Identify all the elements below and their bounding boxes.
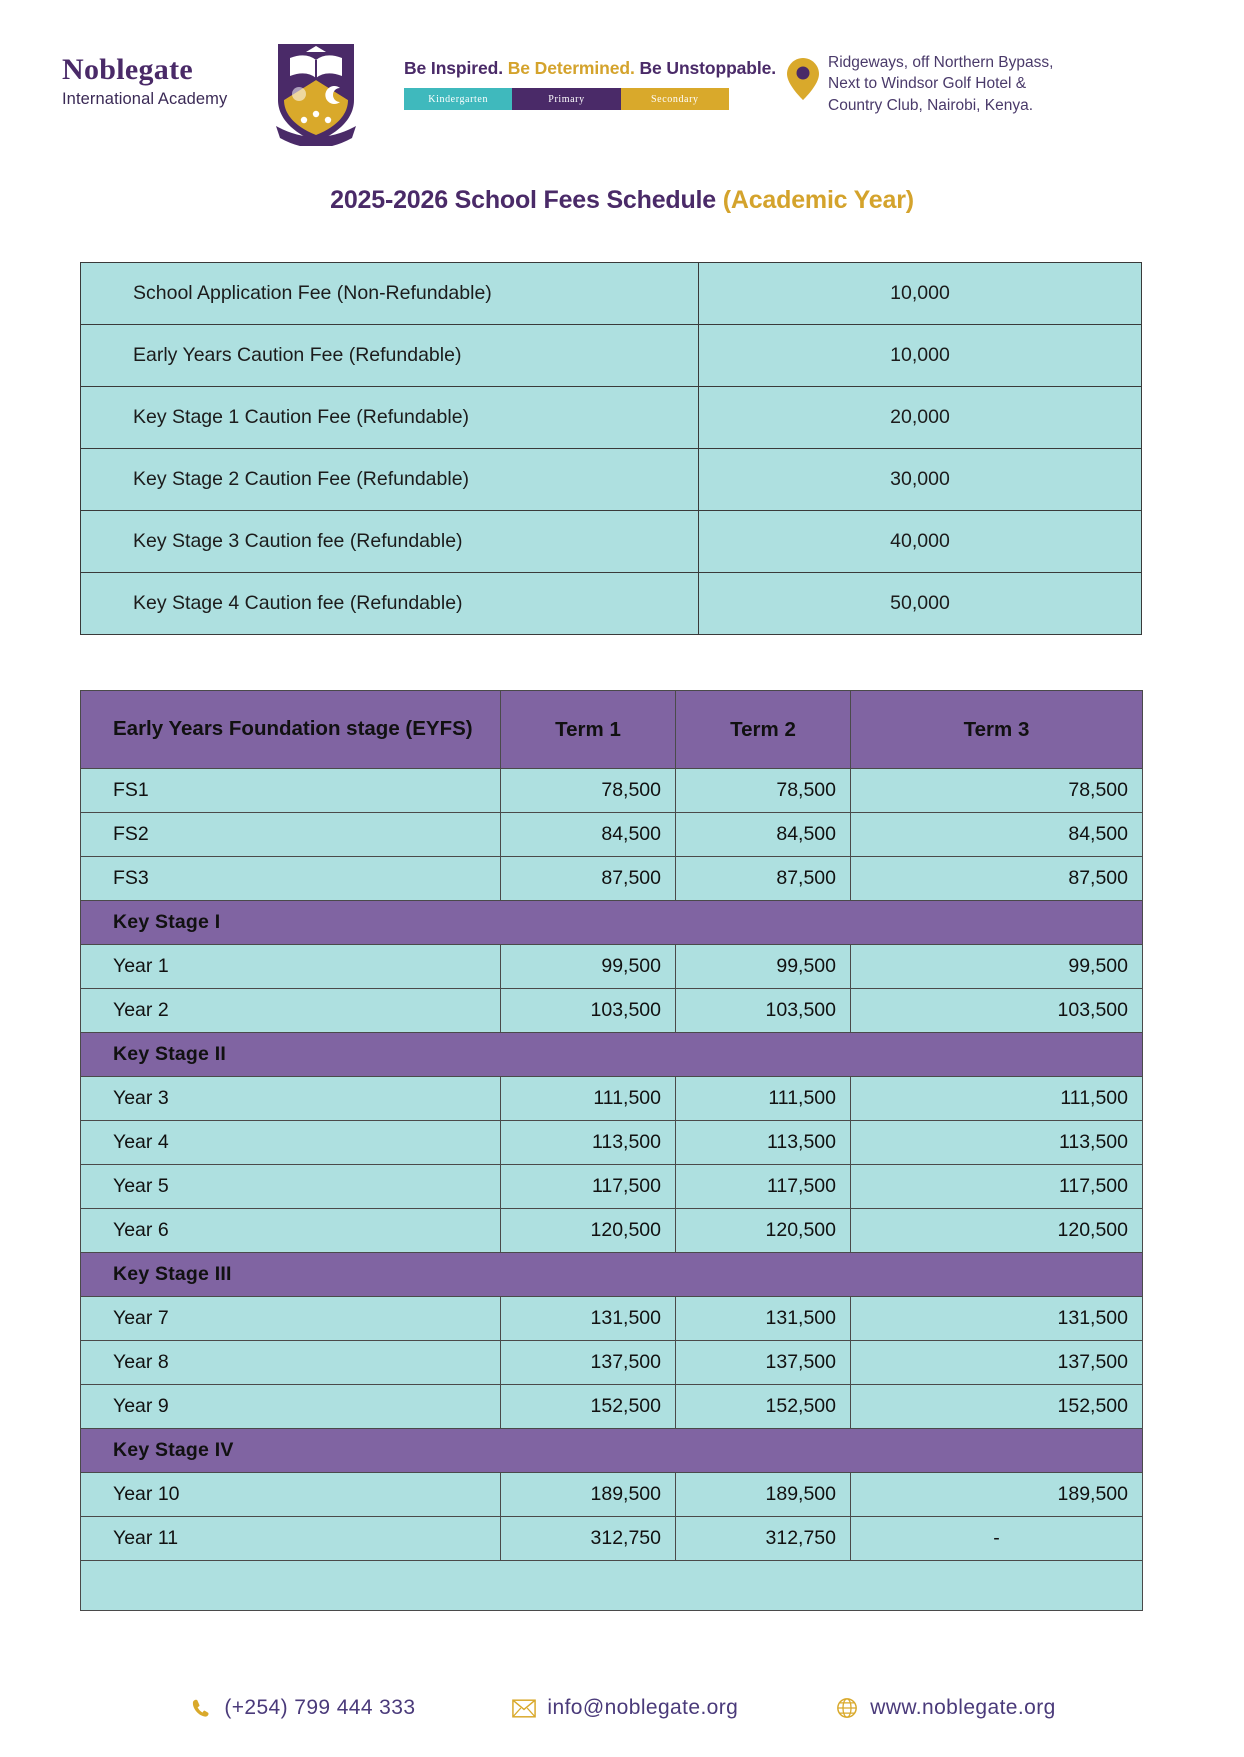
tagline-block [404,58,777,110]
table-row [81,1165,1143,1209]
fee-amount: 20,000 [699,387,1142,449]
address-line-3: Country Club, Nairobi, Kenya. [828,96,1034,114]
section-label: Key Stage II [81,1033,1143,1077]
fee-term2: 113,500 [676,1121,851,1165]
table-row [81,1297,1143,1341]
table-section-row [81,1429,1143,1473]
brand-block [0,36,260,109]
fee-term3: 117,500 [851,1165,1143,1209]
contact-email-text: info@noblegate.org [547,1696,739,1719]
brand-subtitle: International Academy [62,89,228,108]
fee-term1: 120,500 [501,1209,676,1253]
year-label: Year 4 [81,1121,501,1165]
fee-term2: 84,500 [676,813,851,857]
globe-icon [834,1695,860,1721]
fee-term1: 312,750 [501,1517,676,1561]
fee-term2: 189,500 [676,1473,851,1517]
fee-term1: 87,500 [501,857,676,901]
fee-term3: 137,500 [851,1341,1143,1385]
table-row [81,1341,1143,1385]
tuition-fees-table-wrapper [80,690,1142,1611]
fee-label: Key Stage 1 Caution Fee (Refundable) [81,387,699,449]
tagline [404,58,777,79]
tagline-part-3: Be Unstoppable. [639,58,777,78]
table-row [81,1121,1143,1165]
fee-label: Key Stage 3 Caution fee (Refundable) [81,511,699,573]
fee-amount: 10,000 [699,263,1142,325]
fee-term2: 99,500 [676,945,851,989]
fee-term1: 78,500 [501,769,676,813]
table-row [81,263,1142,325]
year-label: FS2 [81,813,501,857]
fee-term3: 152,500 [851,1385,1143,1429]
fee-term2: 103,500 [676,989,851,1033]
fee-term1: 137,500 [501,1341,676,1385]
year-label: FS3 [81,857,501,901]
fee-term3: 78,500 [851,769,1143,813]
year-label: Year 6 [81,1209,501,1253]
table-section-row [81,901,1143,945]
contact-email[interactable] [511,1695,738,1721]
fee-amount: 50,000 [699,573,1142,635]
fee-term1: 189,500 [501,1473,676,1517]
fee-term1: 111,500 [501,1077,676,1121]
fee-term2: 131,500 [676,1297,851,1341]
fee-term2: 312,750 [676,1517,851,1561]
table-row [81,1209,1143,1253]
fee-term3: 113,500 [851,1121,1143,1165]
map-pin-icon [786,56,820,102]
one-off-fees-table [80,262,1142,635]
table-section-row [81,1033,1143,1077]
blank-cell [81,1561,1143,1611]
fee-label: Key Stage 4 Caution fee (Refundable) [81,573,699,635]
table-row [81,573,1142,635]
tuition-header-stage: Early Years Foundation stage (EYFS) [81,691,501,769]
fee-label: Early Years Caution Fee (Refundable) [81,325,699,387]
fee-term1: 131,500 [501,1297,676,1341]
tuition-header-term3: Term 3 [851,691,1143,769]
fee-term2: 78,500 [676,769,851,813]
fee-term1: 152,500 [501,1385,676,1429]
fee-term3: 99,500 [851,945,1143,989]
envelope-icon [511,1695,537,1721]
year-label: Year 8 [81,1341,501,1385]
page-header [0,36,1244,146]
fee-term3: 131,500 [851,1297,1143,1341]
fee-term2: 152,500 [676,1385,851,1429]
fee-term1: 113,500 [501,1121,676,1165]
brand-name: Noblegate [62,53,194,86]
year-label: Year 1 [81,945,501,989]
contact-phone-text: (+254) 799 444 333 [224,1696,416,1719]
tagline-part-1: Be Inspired. [404,58,503,78]
table-row [81,511,1142,573]
address-block [786,52,1053,116]
year-label: Year 10 [81,1473,501,1517]
table-row [81,1517,1143,1561]
year-label: Year 3 [81,1077,501,1121]
table-row [81,1077,1143,1121]
section-label: Key Stage III [81,1253,1143,1297]
table-row [81,813,1143,857]
fee-term1: 117,500 [501,1165,676,1209]
one-off-fees-table-wrapper [80,262,1142,635]
tagline-part-2: Be Determined. [507,58,635,78]
stage-bar [404,88,729,110]
fee-term2: 111,500 [676,1077,851,1121]
fee-term1: 99,500 [501,945,676,989]
table-row [81,945,1143,989]
year-label: Year 7 [81,1297,501,1341]
fee-amount: 40,000 [699,511,1142,573]
table-section-row [81,1253,1143,1297]
fee-term1: 103,500 [501,989,676,1033]
fee-term2: 87,500 [676,857,851,901]
fee-term3: 120,500 [851,1209,1143,1253]
school-crest-icon [270,38,362,146]
table-row [81,325,1142,387]
page-footer [0,1695,1244,1721]
address-line-1: Ridgeways, off Northern Bypass, [828,54,1054,71]
fee-term1: 84,500 [501,813,676,857]
contact-website[interactable] [834,1695,1055,1721]
fee-amount: 30,000 [699,449,1142,511]
fee-amount: 10,000 [699,325,1142,387]
tuition-fees-table [80,690,1143,1611]
table-row [81,1385,1143,1429]
table-row [81,387,1142,449]
fee-label: Key Stage 2 Caution Fee (Refundable) [81,449,699,511]
section-label: Key Stage IV [81,1429,1143,1473]
page-title [0,186,1244,215]
fee-term3: 189,500 [851,1473,1143,1517]
tuition-header-row [81,691,1143,769]
year-label: Year 11 [81,1517,501,1561]
fee-term2: 117,500 [676,1165,851,1209]
fee-term2: 137,500 [676,1341,851,1385]
stage-primary: Primary [512,88,620,110]
table-row [81,989,1143,1033]
table-row [81,1473,1143,1517]
fee-term3: 111,500 [851,1077,1143,1121]
contact-website-text: www.noblegate.org [870,1696,1056,1719]
year-label: Year 9 [81,1385,501,1429]
page-title-main: 2025-2026 School Fees Schedule [330,186,716,214]
year-label: Year 2 [81,989,501,1033]
fee-term2: 120,500 [676,1209,851,1253]
year-label: Year 5 [81,1165,501,1209]
fee-label: School Application Fee (Non-Refundable) [81,263,699,325]
table-row [81,769,1143,813]
fee-term3: 103,500 [851,989,1143,1033]
contact-phone[interactable] [188,1695,415,1721]
section-label: Key Stage I [81,901,1143,945]
fee-term3: - [851,1517,1143,1561]
address-line-2: Next to Windsor Golf Hotel & [828,75,1027,93]
year-label: FS1 [81,769,501,813]
tuition-header-term1: Term 1 [501,691,676,769]
table-row [81,449,1142,511]
stage-kindergarten: Kindergarten [404,88,512,110]
phone-icon [188,1695,214,1721]
stage-secondary: Secondary [621,88,729,110]
fee-term3: 87,500 [851,857,1143,901]
fee-term3: 84,500 [851,813,1143,857]
address-text [828,52,1053,116]
table-row [81,857,1143,901]
tuition-header-term2: Term 2 [676,691,851,769]
table-blank-row [81,1561,1143,1611]
page-title-highlight: (Academic Year) [722,186,914,214]
